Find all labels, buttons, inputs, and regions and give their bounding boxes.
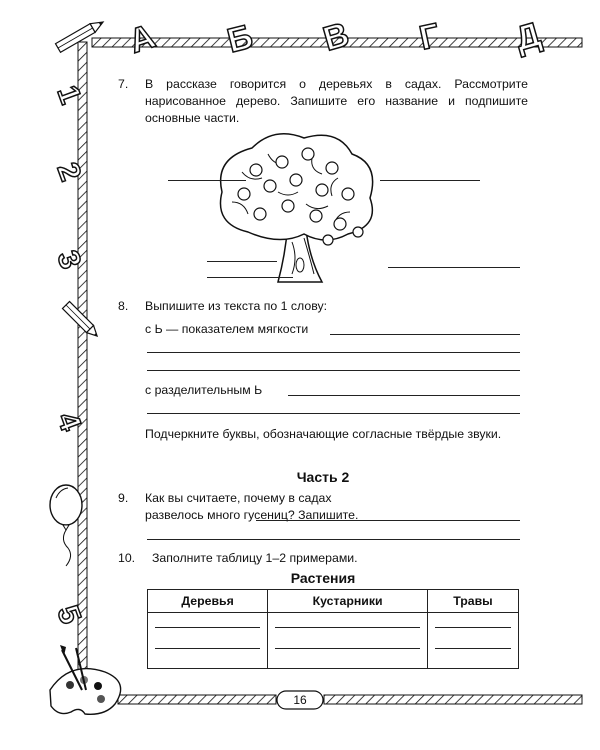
answer-line-soft-sign[interactable] — [330, 334, 520, 335]
task-10 — [118, 550, 528, 567]
side-number-2: 2 — [50, 158, 88, 186]
column-header-trees: Деревья — [148, 590, 268, 613]
task-8-underline-instruction — [118, 426, 528, 443]
tree-label-line-1 — [168, 180, 246, 181]
task-8-underline-text: Подчеркните буквы, обозначающие согласные твёрдые звуки. — [145, 427, 502, 441]
task-8-text: Выпишите из текста по 1 слову: — [145, 299, 328, 313]
grasses-answer-cell[interactable] — [427, 613, 518, 669]
tree-label-line-5 — [388, 267, 520, 268]
apple-tree-illustration — [208, 132, 388, 292]
task-8-separating-row — [118, 382, 528, 399]
tree-label-line-4 — [207, 277, 293, 278]
part-2-title: Часть 2 — [296, 469, 350, 485]
balloon-icon — [50, 485, 82, 566]
top-letter-d: Д — [511, 15, 545, 59]
task-9-text: Как вы считаете, почему в садах развелось много гусениц? Запишите. — [145, 491, 359, 522]
bottom-border-rope-left — [118, 695, 276, 704]
answer-line-task9-1[interactable] — [256, 520, 520, 521]
plants-table-title: Растения — [290, 570, 356, 586]
answer-line-5[interactable] — [147, 413, 520, 414]
task-10-number: 10. — [118, 551, 136, 565]
top-letter-g: Г — [416, 16, 443, 58]
tree-label-line-2 — [380, 180, 480, 181]
task-8 — [118, 298, 528, 315]
answer-line-task9-2[interactable] — [147, 539, 520, 540]
task-8-separating-label: с разделительным Ь — [145, 383, 263, 397]
plants-table-header-row — [148, 590, 519, 613]
trees-answer-cell[interactable] — [148, 613, 268, 669]
tree-label-line-3 — [207, 261, 277, 262]
plants-table-answer-row — [148, 613, 519, 669]
side-number-1: 1 — [50, 81, 88, 109]
task-9-number: 9. — [118, 491, 129, 505]
column-header-grasses: Травы — [427, 590, 518, 613]
answer-line-separating[interactable] — [288, 395, 520, 396]
column-header-shrubs: Кустарники — [268, 590, 428, 613]
task-10-text: Заполните таблицу 1–2 примерами. — [152, 551, 358, 565]
task-7-number: 7. — [118, 77, 129, 91]
top-letter-v: В — [319, 15, 354, 59]
plants-table — [147, 589, 519, 669]
task-7 — [118, 76, 528, 127]
task-8-number: 8. — [118, 299, 129, 313]
answer-line-2[interactable] — [147, 352, 520, 353]
side-number-4: 4 — [50, 408, 88, 436]
bottom-border-rope-right — [324, 695, 582, 704]
task-9 — [118, 490, 528, 524]
answer-line-3[interactable] — [147, 370, 520, 371]
page-number: 16 — [293, 693, 307, 707]
task-8-soft-sign-label: с Ь — показателем мягкости — [145, 322, 309, 336]
top-letter-b: Б — [223, 17, 257, 61]
side-number-3: 3 — [50, 246, 88, 274]
task-7-text: В рассказе говорится о деревьях в садах. Рассмотрите нарисованное дерево. Запишите его название и подпишите основные части. — [145, 77, 528, 125]
shrubs-answer-cell[interactable] — [268, 613, 428, 669]
side-number-5: 5 — [50, 601, 88, 629]
task-8-soft-sign-row — [118, 321, 528, 338]
top-letter-a: А — [124, 17, 160, 61]
